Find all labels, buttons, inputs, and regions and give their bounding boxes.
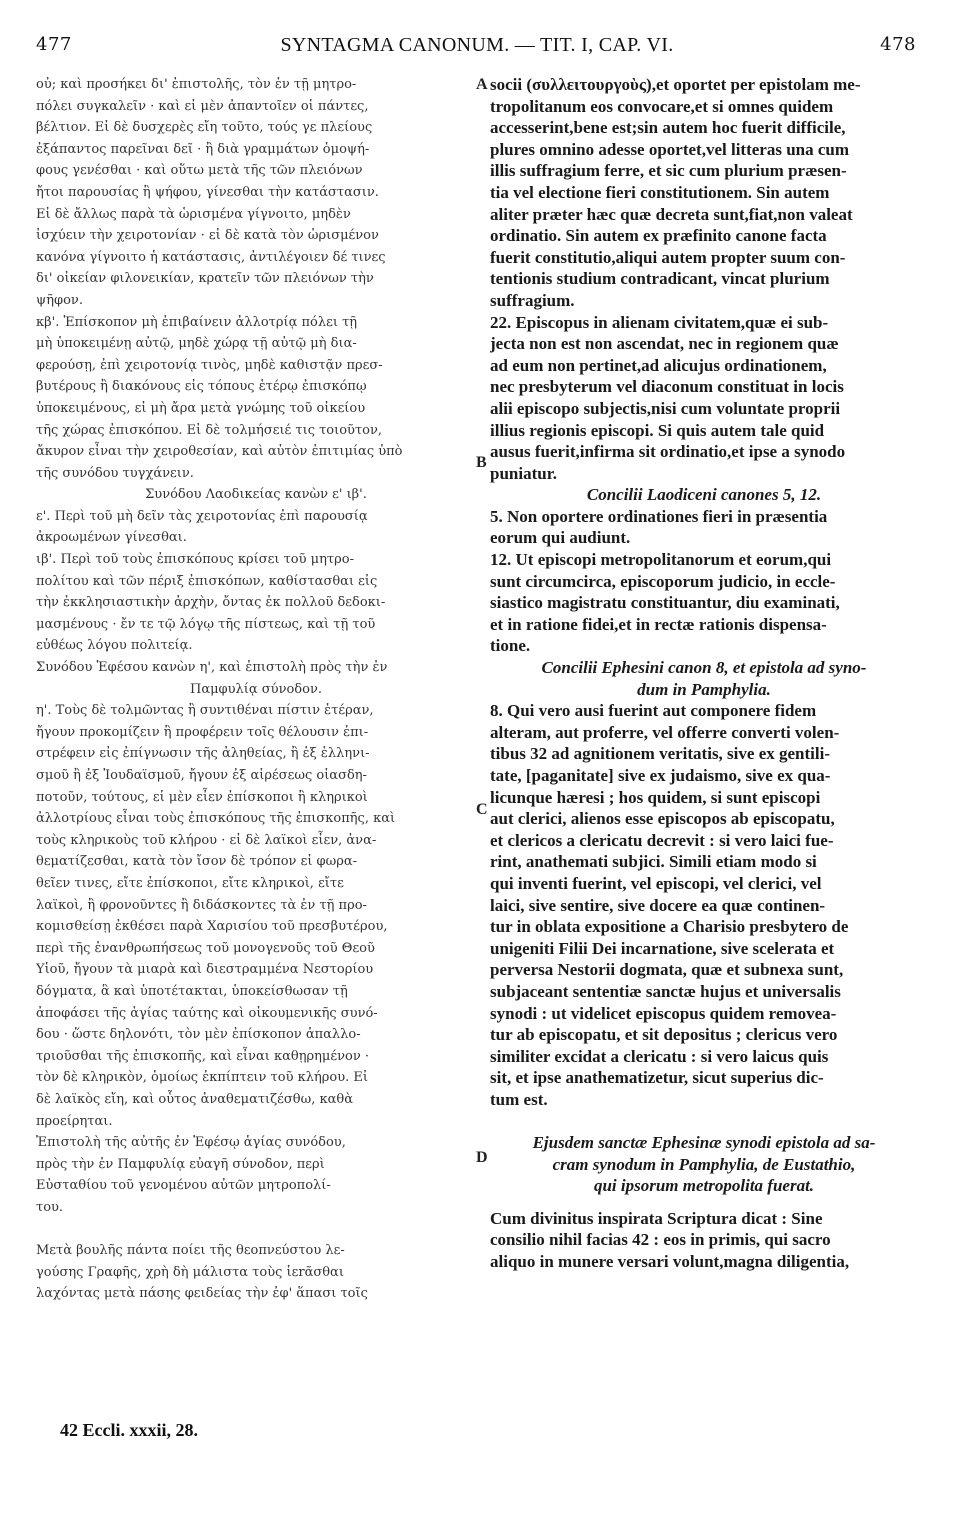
page-number-right: 478 bbox=[880, 34, 916, 55]
greek-text-line: ἤγουν προκομίζειν ἢ προφέρειν τοῖς θέλουσιν ἐπι- bbox=[36, 724, 369, 740]
latin-text-line: 22. Episcopus in alienam civitatem,quæ ei sub- bbox=[490, 312, 829, 332]
footnote: 42 Eccli. xxxii, 28. bbox=[60, 1420, 198, 1440]
latin-text-line: aliter præter hæc quæ decreta sunt,fiat,non valeat bbox=[490, 204, 853, 224]
greek-text-line: βέλτιον. Εἰ δὲ δυσχερὲς εἴη τοῦτο, τούς γε πλείους bbox=[36, 120, 373, 136]
latin-text-line: dum in Pamphylia. bbox=[637, 679, 771, 699]
greek-text-line: Μετὰ βουλῆς πάντα ποίει τῆς θεοπνεύστου λε- bbox=[36, 1243, 345, 1259]
latin-text-line: puniatur. bbox=[490, 463, 557, 483]
latin-text-line: illis suffragium ferre, et sic cum plurium præsen- bbox=[490, 161, 847, 181]
latin-text-line: tibus 32 ad agnitionem veritatis, sive ex gentili- bbox=[490, 744, 830, 764]
greek-text-line: δόγματα, ἃ καὶ ὑποτέτακται, ὑποκείσθωσαν τῇ bbox=[36, 983, 348, 999]
greek-text-line: προείρηται. bbox=[36, 1113, 113, 1129]
greek-text-line: μασμένους · ἔν τε τῷ λόγῳ τῆς πίστεως, καὶ τῇ τοῦ bbox=[36, 616, 376, 632]
latin-text-line: tia vel electione fieri constitutionem. Sin autem bbox=[490, 182, 830, 202]
latin-text-line: accesserint,bene est;sin autem hoc fuerit difficile, bbox=[490, 118, 846, 138]
latin-text-line: tum est. bbox=[490, 1089, 548, 1109]
greek-text-line: πρὸς τὴν ἐν Παμφυλίᾳ εὐαγῆ σύνοδον, περὶ bbox=[36, 1156, 325, 1172]
margin-marker-a: A bbox=[476, 76, 488, 93]
latin-text-line: et in ratione fidei,et in rectæ rationis dispensa- bbox=[490, 614, 827, 634]
greek-text-line: δου · ὥστε δηλονότι, τὸν μὲν ἐπίσκοπον ἀπαλλο- bbox=[36, 1027, 361, 1043]
page-header bbox=[0, 20, 954, 58]
latin-spacer bbox=[490, 1111, 918, 1133]
greek-text-line: σμοῦ ἢ ἐξ Ἰουδαϊσμοῦ, ἤγουν ἐξ αἱρέσεως οἱασδη- bbox=[36, 768, 367, 783]
latin-text-line: 8. Qui vero ausi fuerint aut componere fidem bbox=[490, 701, 817, 721]
greek-text-line: στρέφειν εἰς ἐπίγνωσιν τῆς ἀληθείας, ἢ ἐξ ἑλληνι- bbox=[36, 746, 370, 762]
greek-text-line: θεματίζεσθαι, κατὰ τὸν ἴσον δὲ τρόπον εἰ φωρα- bbox=[36, 854, 358, 870]
latin-text-line: aut clerici, alienos esse episcopos ab episcopatu, bbox=[490, 809, 835, 829]
greek-text-line: Υἱοῦ, ἤγουν τὰ μιαρὰ καὶ διεστραμμένα Νεστορίου bbox=[36, 962, 374, 978]
latin-text-line: Concilii Ephesini canon 8, et epistola ad syno- bbox=[541, 658, 867, 678]
greek-text-line: ἀλλοτρίους εἶναι τοὺς ἐπισκόπους τῆς ἐπισκοπῆς, καὶ bbox=[36, 811, 396, 827]
greek-text-line: ἄκυρον εἶναι τὴν χειροθεσίαν, καὶ αὐτὸν ἐπιτιμίας ὑπὸ bbox=[36, 444, 403, 460]
latin-text-line: laici, sive sentire, sive docere ea quæ continen- bbox=[490, 895, 826, 915]
latin-text-line: et clericos a clericatu decrevit : si vero laici fue- bbox=[490, 830, 834, 850]
latin-text-line: tur in oblata expositione a Charisio presbytero de bbox=[490, 917, 849, 937]
latin-text-line: qui ipsorum metropolita fuerat. bbox=[593, 1176, 815, 1196]
latin-text-line: ausus fuerit,infirma sit ordinatio,et ipse a synodo bbox=[490, 442, 846, 462]
greek-text-line: τὴν ἐκκλησιαστικὴν ἀρχὴν, ὄντας ἐκ πολλοῦ δεδοκι- bbox=[36, 595, 386, 611]
greek-text-line: Συνόδου Ἐφέσου κανὼν η', καὶ ἐπιστολὴ πρὸς τὴν ἐν bbox=[36, 660, 388, 676]
greek-text-line: κανόνα γίγνοιτο ἡ κατάστασις, ἀντιλέγοιεν δέ τινες bbox=[36, 249, 386, 265]
latin-text-line: alteram, aut proferre, vel offerre converti volen- bbox=[490, 722, 840, 742]
greek-text-line: μὴ ὑποκειμένῃ αὐτῷ, μηδὲ χώρᾳ τῇ αὐτῷ μὴ δια- bbox=[36, 336, 357, 352]
latin-text-line: perversa Nestorii dogmata, quæ et subnexa sunt, bbox=[490, 960, 844, 980]
greek-text-line: ἀκροωμένων γίνεσθαι. bbox=[36, 530, 187, 546]
greek-text-line: ψῆφον. bbox=[36, 292, 83, 308]
latin-text-line: qui inventi fuerint, vel episcopi, vel clerici, vel bbox=[490, 873, 822, 893]
latin-text-line: cram synodum in Pamphylia, de Eustathio, bbox=[552, 1154, 856, 1174]
greek-text-line: Εὐσταθίου τοῦ γενομένου αὐτῶν μητροπολί- bbox=[36, 1178, 331, 1194]
latin-text-line: Concilii Laodiceni canones 5, 12. bbox=[586, 485, 822, 505]
latin-text-line: siastico magistratu constituantur, diu examinati, bbox=[490, 593, 840, 613]
latin-text-line: nec presbyterum vel diaconum constituat in locis bbox=[490, 377, 844, 397]
latin-text-line: subjaceant sententiæ sanctæ hujus et universalis bbox=[490, 981, 841, 1001]
latin-text-line: ordinatio. Sin autem ex præfinito canone facta bbox=[490, 226, 827, 246]
page-number-left: 477 bbox=[36, 34, 72, 55]
greek-text-line: περὶ τῆς ἐνανθρωπήσεως τοῦ μονογενοῦς τοῦ Θεοῦ bbox=[36, 940, 375, 956]
greek-text-line: κομισθείσῃ ἐκθέσει παρὰ Χαρισίου τοῦ πρεσβυτέρου, bbox=[36, 919, 388, 935]
greek-text-line: ἰσχύειν τὴν χειροτονίαν · εἰ δὲ κατὰ τὸν ὡρισμένον bbox=[36, 228, 379, 244]
latin-text-line: rint, anathemati subjici. Simili etiam modo si bbox=[490, 852, 817, 872]
greek-spacer bbox=[36, 1218, 476, 1240]
greek-text-line: λαϊκοὶ, ἢ φρονοῦντες ἢ διδάσκοντες τὰ ἐν τῇ προ- bbox=[36, 897, 367, 913]
latin-text-line: tate, [paganitate] sive ex judaismo, sive ex qua- bbox=[490, 766, 831, 785]
latin-text-line: tione. bbox=[490, 636, 531, 656]
greek-text-line: η'. Τοὺς δὲ τολμῶντας ἢ συντιθέναι πίστιν ἑτέραν, bbox=[36, 703, 374, 719]
greek-text-line: τῆς χώρας ἐπισκόπου. Εἰ δὲ τολμήσειέ τις τοιοῦτον, bbox=[36, 422, 383, 438]
greek-text-line: ποτοῦν, τούτους, εἰ μὲν εἶεν ἐπίσκοποι ἢ κληρικοὶ bbox=[36, 789, 368, 805]
latin-text-line: tentionis studium contradicant, vincat plurium bbox=[490, 269, 830, 289]
latin-text-line: sit, et ipse anathematizetur, sicut superius dic- bbox=[490, 1068, 824, 1088]
greek-text-line: Παμφυλίᾳ σύνοδον. bbox=[189, 681, 322, 697]
latin-spacer bbox=[490, 1197, 918, 1208]
latin-column bbox=[490, 74, 918, 1273]
running-title: SYNTAGMA CANONUM. — TIT. I, CAP. VI. bbox=[280, 34, 674, 56]
latin-text-line: tropolitanum eos convocare,et si omnes quidem bbox=[490, 96, 834, 116]
greek-text-line: του. bbox=[36, 1199, 64, 1215]
greek-text-line: γούσης Γραφῆς, χρὴ δὴ μάλιστα τοὺς ἱεrᾶσθαι bbox=[36, 1264, 344, 1280]
latin-text-line: licunque hæresi ; hos quidem, si sunt episcopi bbox=[490, 787, 821, 807]
latin-text-line: synodi : ut videlicet episcopus quidem removea- bbox=[490, 1003, 837, 1023]
latin-text-line: 5. Non oportere ordinationes fieri in præsentia bbox=[490, 506, 828, 526]
greek-text-line: ιβ'. Περὶ τοῦ τοὺς ἐπισκόπους κρίσει τοῦ μητρο- bbox=[36, 552, 354, 568]
latin-text-line: fuerit constitutio,aliqui autem propter suum con- bbox=[490, 247, 846, 267]
greek-text-line: θεῖεν τινες, εἴτε ἐπίσκοποι, εἴτε κληρικοὶ, εἴτε bbox=[36, 875, 344, 891]
greek-text-line: Συνόδου Λαοδικείας κανὼν ε' ιβ'. bbox=[145, 487, 367, 503]
greek-text-line: ἐξάπαντος παρεῖναι δεῖ · ἢ διὰ γραμμάτων ὁμοψή- bbox=[36, 141, 370, 157]
margin-marker-b: B bbox=[476, 454, 487, 471]
latin-text-line: 12. Ut episcopi metropolitanorum et eorum,qui bbox=[490, 550, 832, 570]
latin-text-line: aliquo in munere versari volunt,magna diligentia, bbox=[490, 1252, 850, 1272]
latin-text-line: sunt circumcirca, episcoporum judicio, in eccle- bbox=[490, 571, 836, 591]
latin-text-line: illius regionis episcopi. Si quis autem tale quid bbox=[490, 420, 825, 440]
latin-text-line: jecta non est non ascendat, nec in regionem quæ bbox=[490, 334, 839, 354]
latin-text-line: eorum qui audiunt. bbox=[490, 528, 631, 548]
greek-text-line: ε'. Περὶ τοῦ μὴ δεῖν τὰς χειροτονίας ἐπὶ παρουσίᾳ bbox=[36, 508, 368, 524]
latin-text-line: similiter excidat a clericatu : si vero laicus quis bbox=[490, 1046, 829, 1066]
latin-text-line: consilio nihil facias 42 : eos in primis, qui sacro bbox=[490, 1230, 831, 1250]
greek-text-line: φους γενέσθαι · καὶ οὕτω μετὰ τῆς τῶν πλειόνων bbox=[36, 163, 363, 179]
greek-column bbox=[36, 74, 476, 1305]
greek-text-line: ὑποκειμένους, εἰ μὴ ἄρα μετὰ γνώμης τοῦ οἰκείου bbox=[36, 400, 366, 416]
latin-text-line: socii (συλλειτουργοὺς),et oportet per epistolam me- bbox=[490, 75, 861, 94]
greek-text-line: τῆς συνόδου τυγχάνειν. bbox=[36, 465, 194, 481]
greek-text-line: οὐ; καὶ προσήκει δι' ἐπιστολῆς, τὸν ἐν τῇ μητρο- bbox=[36, 77, 357, 92]
greek-text-line: εὐθέως λόγου πολιτείᾳ. bbox=[36, 638, 193, 654]
greek-text-line: φερούσῃ, ἐπὶ χειροτονίᾳ τινὸς, μηδὲ καθιστᾷν πρεσ- bbox=[36, 357, 383, 373]
greek-text-line: κβ'. Ἐπίσκοπον μὴ ἐπιβαίνειν ἀλλοτρίᾳ πόλει τῇ bbox=[36, 314, 358, 330]
greek-text-line: Ἐπιστολὴ τῆς αὐτῆς ἐν Ἐφέσῳ ἁγίας συνόδου, bbox=[36, 1135, 346, 1151]
greek-text-line: ἤτοι παρουσίας ἢ ψήφου, γίνεσθαι τὴν κατάστασιν. bbox=[36, 184, 379, 200]
greek-text-line: Εἰ δὲ ἄλλως παρὰ τὰ ὡρισμένα γίγνοιτο, μηδὲν bbox=[36, 206, 351, 222]
latin-text-line: tur ab episcopatu, et sit depositus ; clericus vero bbox=[490, 1025, 838, 1045]
latin-text-line: ad eum non pertinet,ad alicujus ordinationem, bbox=[490, 355, 827, 375]
latin-text-line: unigeniti Filii Dei incarnatione, sive scelerata et bbox=[490, 938, 835, 958]
greek-text-line: ἀποφάσει τῆς ἁγίας ταύτης καὶ οἰκουμενικῆς συνό- bbox=[36, 1005, 378, 1021]
latin-text-line: plures omnino adesse oportet,vel litteras una cum bbox=[490, 139, 850, 159]
latin-text-line: suffragium. bbox=[490, 290, 575, 310]
greek-text-line: δὲ λαϊκὸς εἴη, καὶ οὗτος ἀναθεματιζέσθω, καθὰ bbox=[36, 1091, 353, 1107]
greek-text-line: βυτέρους ἢ διακόνους εἰς τόπους ἑτέρῳ ἐπισκόπῳ bbox=[36, 379, 367, 395]
greek-text-line: τοὺς κληρικοὺς τοῦ κλήρου · εἰ δὲ λαϊκοὶ εἶεν, ἀνα- bbox=[36, 832, 377, 848]
margin-marker-c: C bbox=[476, 801, 488, 818]
greek-text-line: τὸν δὲ κληρικὸν, ὁμοίως ἐκπίπτειν τοῦ κλήρου. Εἰ bbox=[36, 1070, 368, 1086]
latin-text-line: Cum divinitus inspirata Scriptura dicat : Sine bbox=[490, 1208, 823, 1228]
margin-marker-d: D bbox=[476, 1149, 488, 1166]
latin-text-line: Ejusdem sanctæ Ephesinæ synodi epistola ad sa- bbox=[532, 1133, 876, 1153]
latin-text-line: alii episcopo subjectis,nisi cum voluntate proprii bbox=[490, 398, 841, 418]
greek-text-line: πόλει συγκαλεῖν · καὶ εἰ μὲν ἀπαντοῖεν οἱ πάντες, bbox=[36, 98, 369, 114]
greek-text-line: δι' οἰκείαν φιλονεικίαν, κρατεῖν τῶν πλειόνων τὴν bbox=[36, 271, 374, 287]
greek-text-line: τριοῦσθαι τῆς ἐπισκοπῆς, καὶ εἶναι καθῃρημένον · bbox=[36, 1048, 369, 1064]
greek-text-line: πολίτου καὶ τῶν πέριξ ἐπισκόπων, καθίστασθαι εἰς bbox=[36, 573, 378, 589]
greek-text-line: λαχόντας μετὰ πάσης φειδείας τὴν ἐφ' ἅπασι τοῖς bbox=[36, 1286, 368, 1302]
